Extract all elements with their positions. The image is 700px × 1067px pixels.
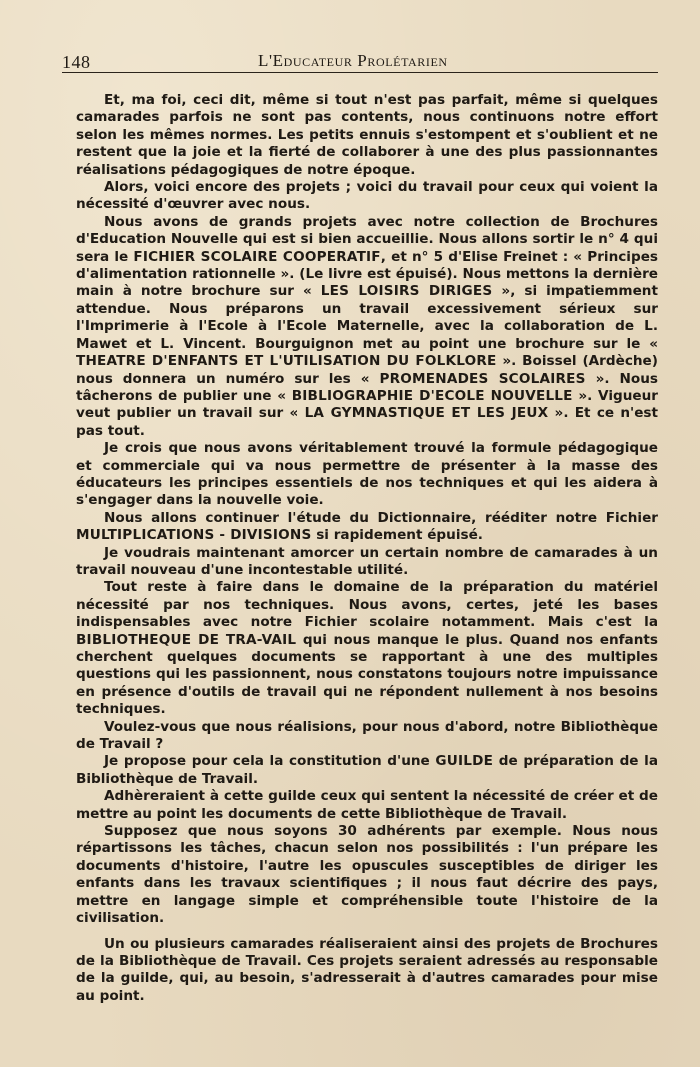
- emphasized-title: LA GYMNASTIQUE ET LES JEUX: [304, 405, 549, 422]
- article-body: [76, 92, 658, 1005]
- paragraph-7: Tout reste à faire dans le domaine de la préparation du matériel nécessité par nos techniques. Nous avons, certes, jeté les bases indispensables avec notre Fichier scolaire notamment. Mais c'est la BIBLIOTHEQUE DE TRA-VAIL qui nous manque le plus. Quand nos enfants cherchent quelques documents se rapportant à une des multiples questions qui les passionnent, nous constatons toujours notre impuissance en présence d'outils de travail qui ne répondent nullement à nos besoins techniques.: [76, 579, 658, 718]
- emphasized-title: GUILDE: [435, 753, 494, 770]
- emphasized-title: LES LOISIRS DIRIGES: [320, 283, 493, 300]
- emphasized-title: PROMENADES SCOLAIRES: [379, 370, 586, 387]
- emphasized-title: BIBLIOTHEQUE DE TRA-VAIL: [76, 631, 297, 648]
- paragraph-6: Je voudrais maintenant amorcer un certain nombre de camarades à un travail nouveau d'une incontestable utilité.: [76, 544, 658, 578]
- paragraph-12: Un ou plusieurs camarades réaliseraient ainsi des projets de Brochures de la Bibliothèque de Travail. Ces projets seraient adressés au responsable de la guilde, qui, au besoin, s'adresserait à d'autres camarades pour mise au point.: [76, 935, 658, 1004]
- paragraph-8: Voulez-vous que nous réalisions, pour nous d'abord, notre Bibliothèque de Travail ?: [76, 718, 658, 753]
- page-number: 148: [62, 52, 91, 72]
- paragraph-9: Je propose pour cela la constitution d'une GUILDE de préparation de la Bibliothèque de Travail.: [76, 753, 658, 787]
- paragraph-11: Supposez que nous soyons 30 adhérents par exemple. Nous nous répartissons les tâches, chacun selon nos possibilités : l'un prépare les documents d'histoire, l'autre les opuscules susceptibles de diriger les enfants dans les travaux scientifiques ; il nous faut décrire des pays, mettre en langage simple et compréhensible toute l'histoire de la civilisation.: [76, 823, 658, 927]
- journal-title: L'Educateur Prolétarien: [258, 51, 448, 70]
- paragraph-10: Adhèreraient à cette guilde ceux qui sentent la nécessité de créer et de mettre au point les documents de cette Bibliothèque de Travail.: [76, 788, 658, 822]
- paragraph-4: Je crois que nous avons véritablement trouvé la formule pédagogique et commerciale qui va nous permettre de présenter à la masse des éducateurs les principes essentiels de nos techniques et qui les aidera à s'engager dans la nouvelle voie.: [76, 440, 658, 509]
- emphasized-title: MULTIPLICATIONS - DIVISIONS: [76, 527, 312, 544]
- running-head: [62, 50, 658, 73]
- emphasized-title: FICHIER SCOLAIRE COOPERATIF: [133, 248, 381, 265]
- paragraph-2: Alors, voici encore des projets ; voici du travail pour ceux qui voient la nécessité d'œuvrer avec nous.: [76, 179, 658, 213]
- paragraph-1: Et, ma foi, ceci dit, même si tout n'est pas parfait, même si quelques camarades parfois ne sont pas contents, nous continuons notre effort selon les mêmes normes. Les petits ennuis s'estompent et s'oublient et ne restent que la joie et la fierté de collaborer à une des plus passionnantes réalisations pédagogiques de notre époque.: [76, 92, 658, 178]
- emphasized-title: BIBLIOGRAPHIE D'ECOLE NOUVELLE: [291, 387, 573, 404]
- paragraph-3: Nous avons de grands projets avec notre collection de Brochures d'Education Nouvelle qui est si bien accueillie. Nous allons sortir le n° 4 qui sera le FICHIER SCOLAIRE COOPERATIF, et n° 5 d'Elise Freinet : « Principes d'alimentation rationnelle ». (Le livre est épuisé). Nous mettons la dernière main à notre brochure sur « LES LOISIRS DIRIGES », si impatiemment attendue. Nous préparons un travail excessivement sérieux sur l'Imprimerie à l'Ecole à l'Ecole Maternelle, avec la collaboration de L. Mawet et L. Vincent. Bourguignon met au point une brochure sur le « THEATRE D'ENFANTS ET L'UTILISATION DU FOLKLORE ». Boissel (Ardèche) nous donnera un numéro sur les « PROMENADES SCOLAIRES ». Nous tâcherons de publier une « BIBLIOGRAPHIE D'ECOLE NOUVELLE ». Vigueur veut publier un travail sur « LA GYMNASTIQUE ET LES JEUX ». Et ce n'est pas tout.: [76, 213, 659, 439]
- emphasized-title: THEATRE D'ENFANTS ET L'UTILISATION DU FOLKLORE: [76, 353, 497, 370]
- paragraph-5: Nous allons continuer l'étude du Dictionnaire, rééditer notre Fichier MULTIPLICATIONS - DIVISIONS si rapidement épuisé.: [76, 509, 658, 544]
